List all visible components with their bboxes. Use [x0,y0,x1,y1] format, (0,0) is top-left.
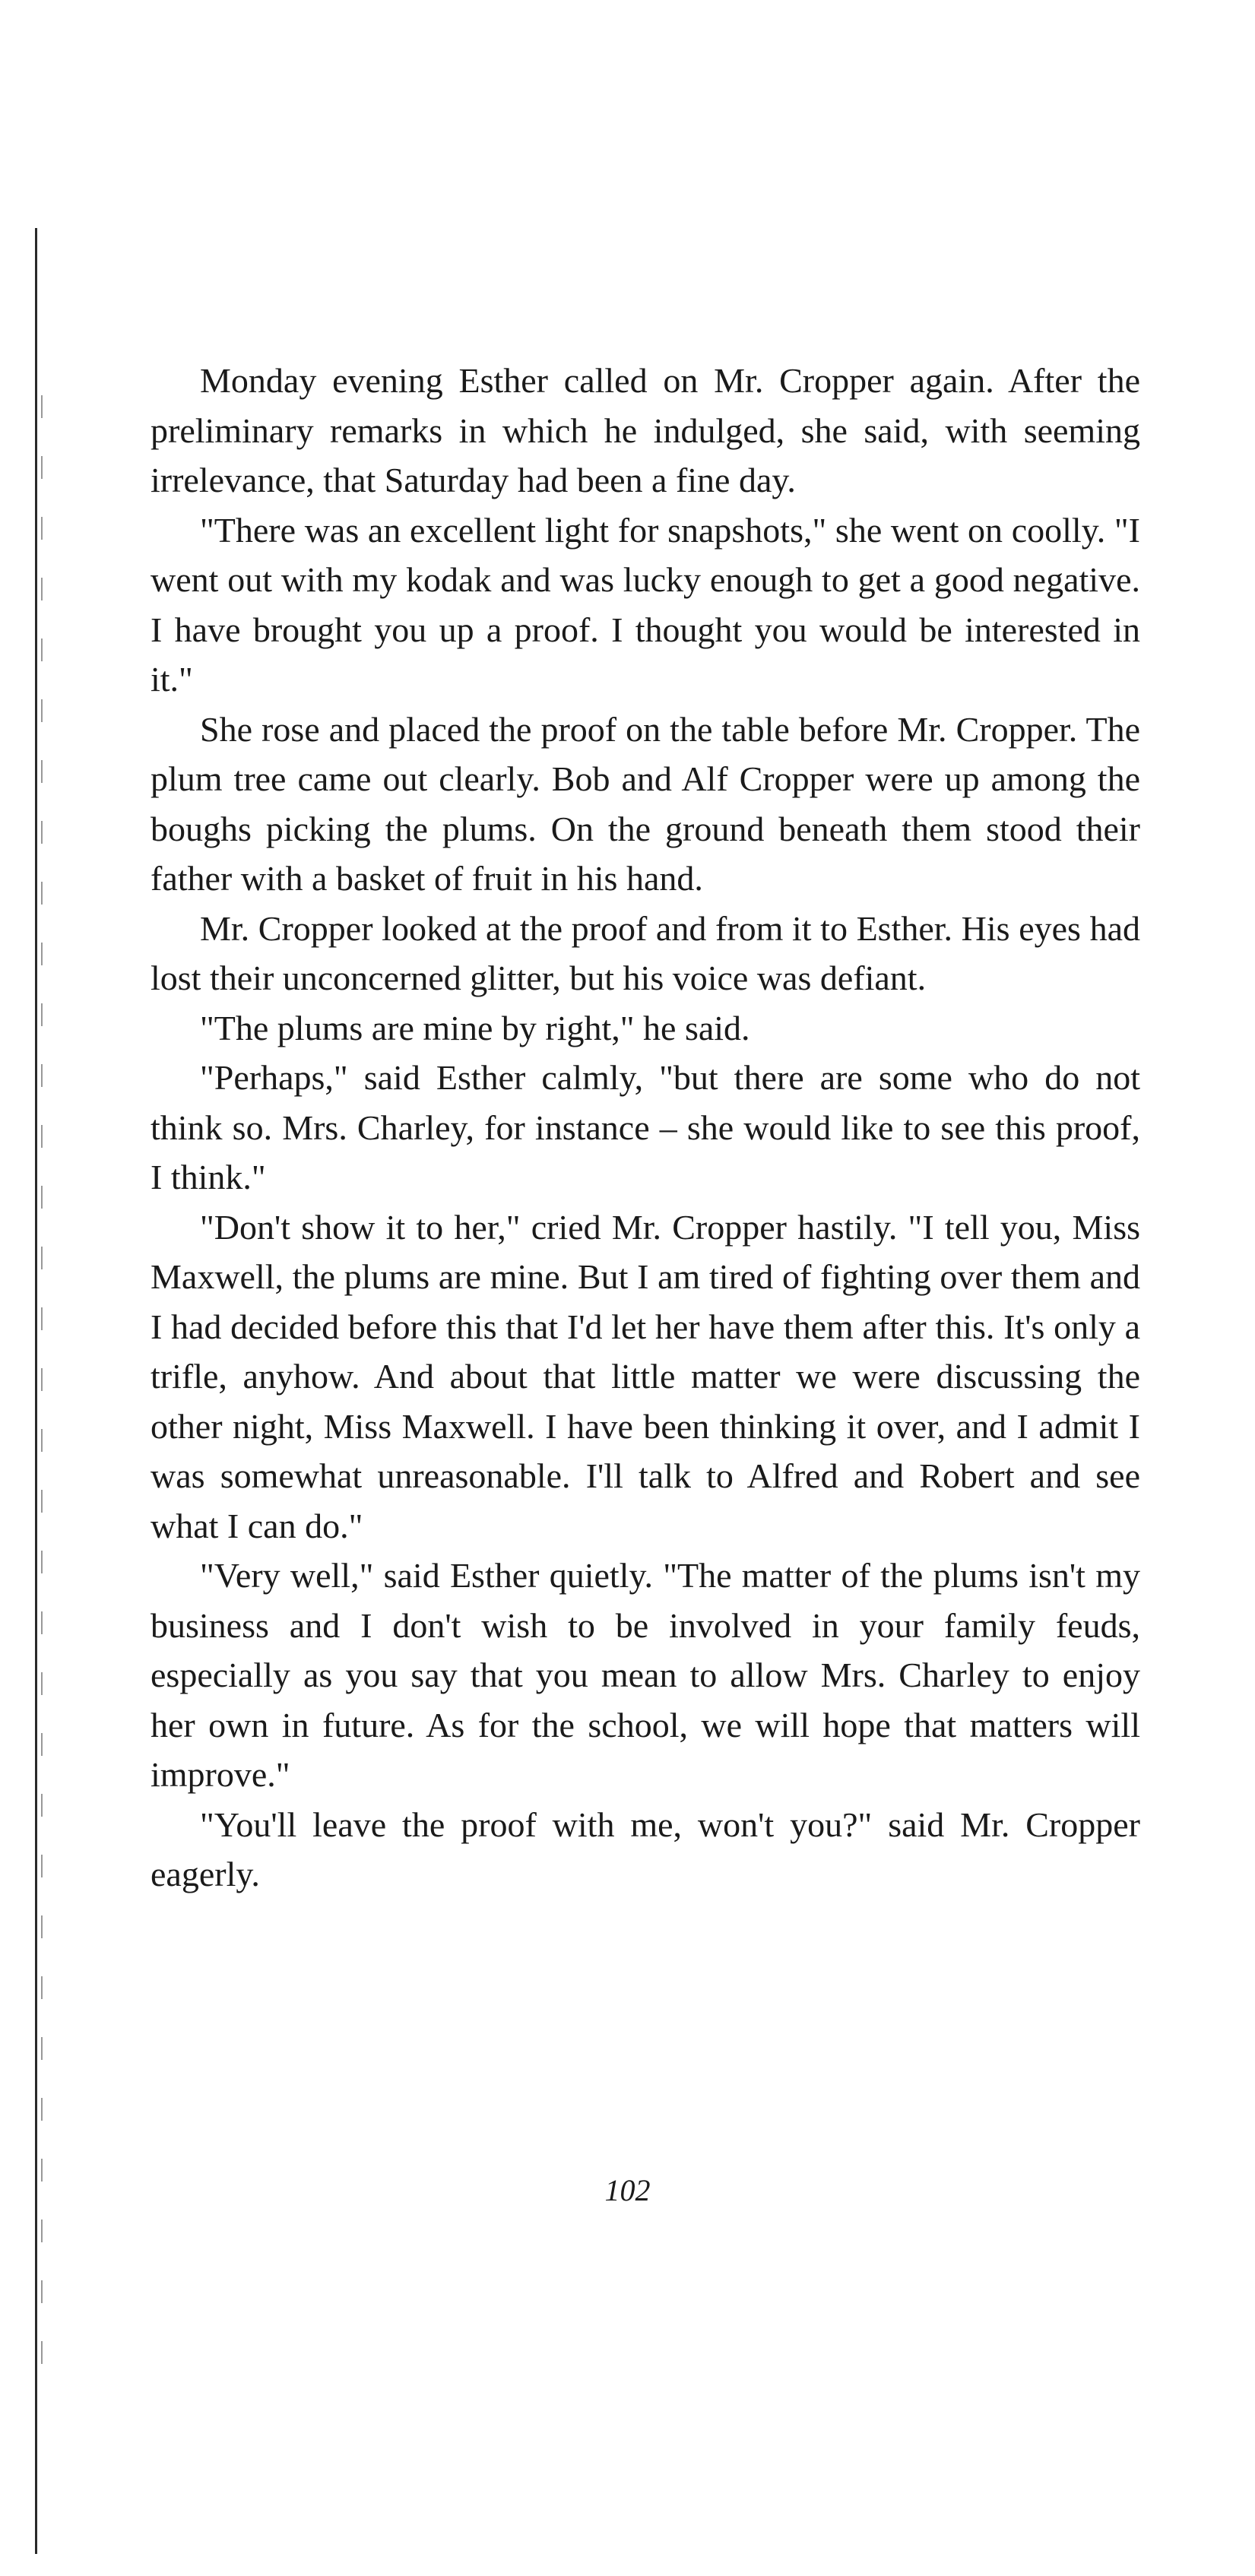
page-number: 102 [604,2173,651,2207]
paragraph: "Don't show it to her," cried Mr. Cropper hastily. "I tell you, Miss Maxwell, the plums are mine. But I am tired of fighting over them and I had decided before this that I'd let her have them after this. It's only a trifle, anyhow. And about that little matter we were discussing the other night, Miss Maxwell. I have been thinking it over, and I admit I was somewhat unreasonable. I'll talk to Alfred and Robert and see what I can do." [151,1207,1140,1545]
body-text [151,356,1140,1900]
page-margin-shadow [41,395,43,2372]
paragraph: "The plums are mine by right," he said. [200,1008,750,1047]
paragraph: She rose and placed the proof on the table before Mr. Cropper. The plum tree came out clearly. Bob and Alf Cropper were up among the boughs picking the plums. On the ground beneath them stood their father with a basket of fruit in his hand. [151,709,1140,898]
paragraph: "You'll leave the proof with me, won't you?" said Mr. Cropper eagerly. [151,1804,1140,1893]
paragraph: "There was an excellent light for snapshots," she went on coolly. "I went out with my kodak and was lucky enough to get a good negative. I have brought you up a proof. I thought you would be interested in it." [151,510,1140,699]
paragraph: Monday evening Esther called on Mr. Cropper again. After the preliminary remarks in which he indulged, she said, with seeming irrelevance, that Saturday had been a fine day. [151,361,1140,499]
paragraph: Mr. Cropper looked at the proof and from it to Esther. His eyes had lost their unconcerned glitter, but his voice was defiant. [151,908,1140,997]
paragraph: "Very well," said Esther quietly. "The matter of the plums isn't my business and I don't wish to be involved in your family feuds, especially as you say that you mean to allow Mrs. Charley to enjoy her own in future. As for the school, we will hope that matters will improve." [151,1556,1140,1794]
paragraph: "Perhaps," said Esther calmly, "but there are some who do not think so. Mrs. Charley, for instance – she would like to see this proof, I think." [151,1058,1140,1196]
